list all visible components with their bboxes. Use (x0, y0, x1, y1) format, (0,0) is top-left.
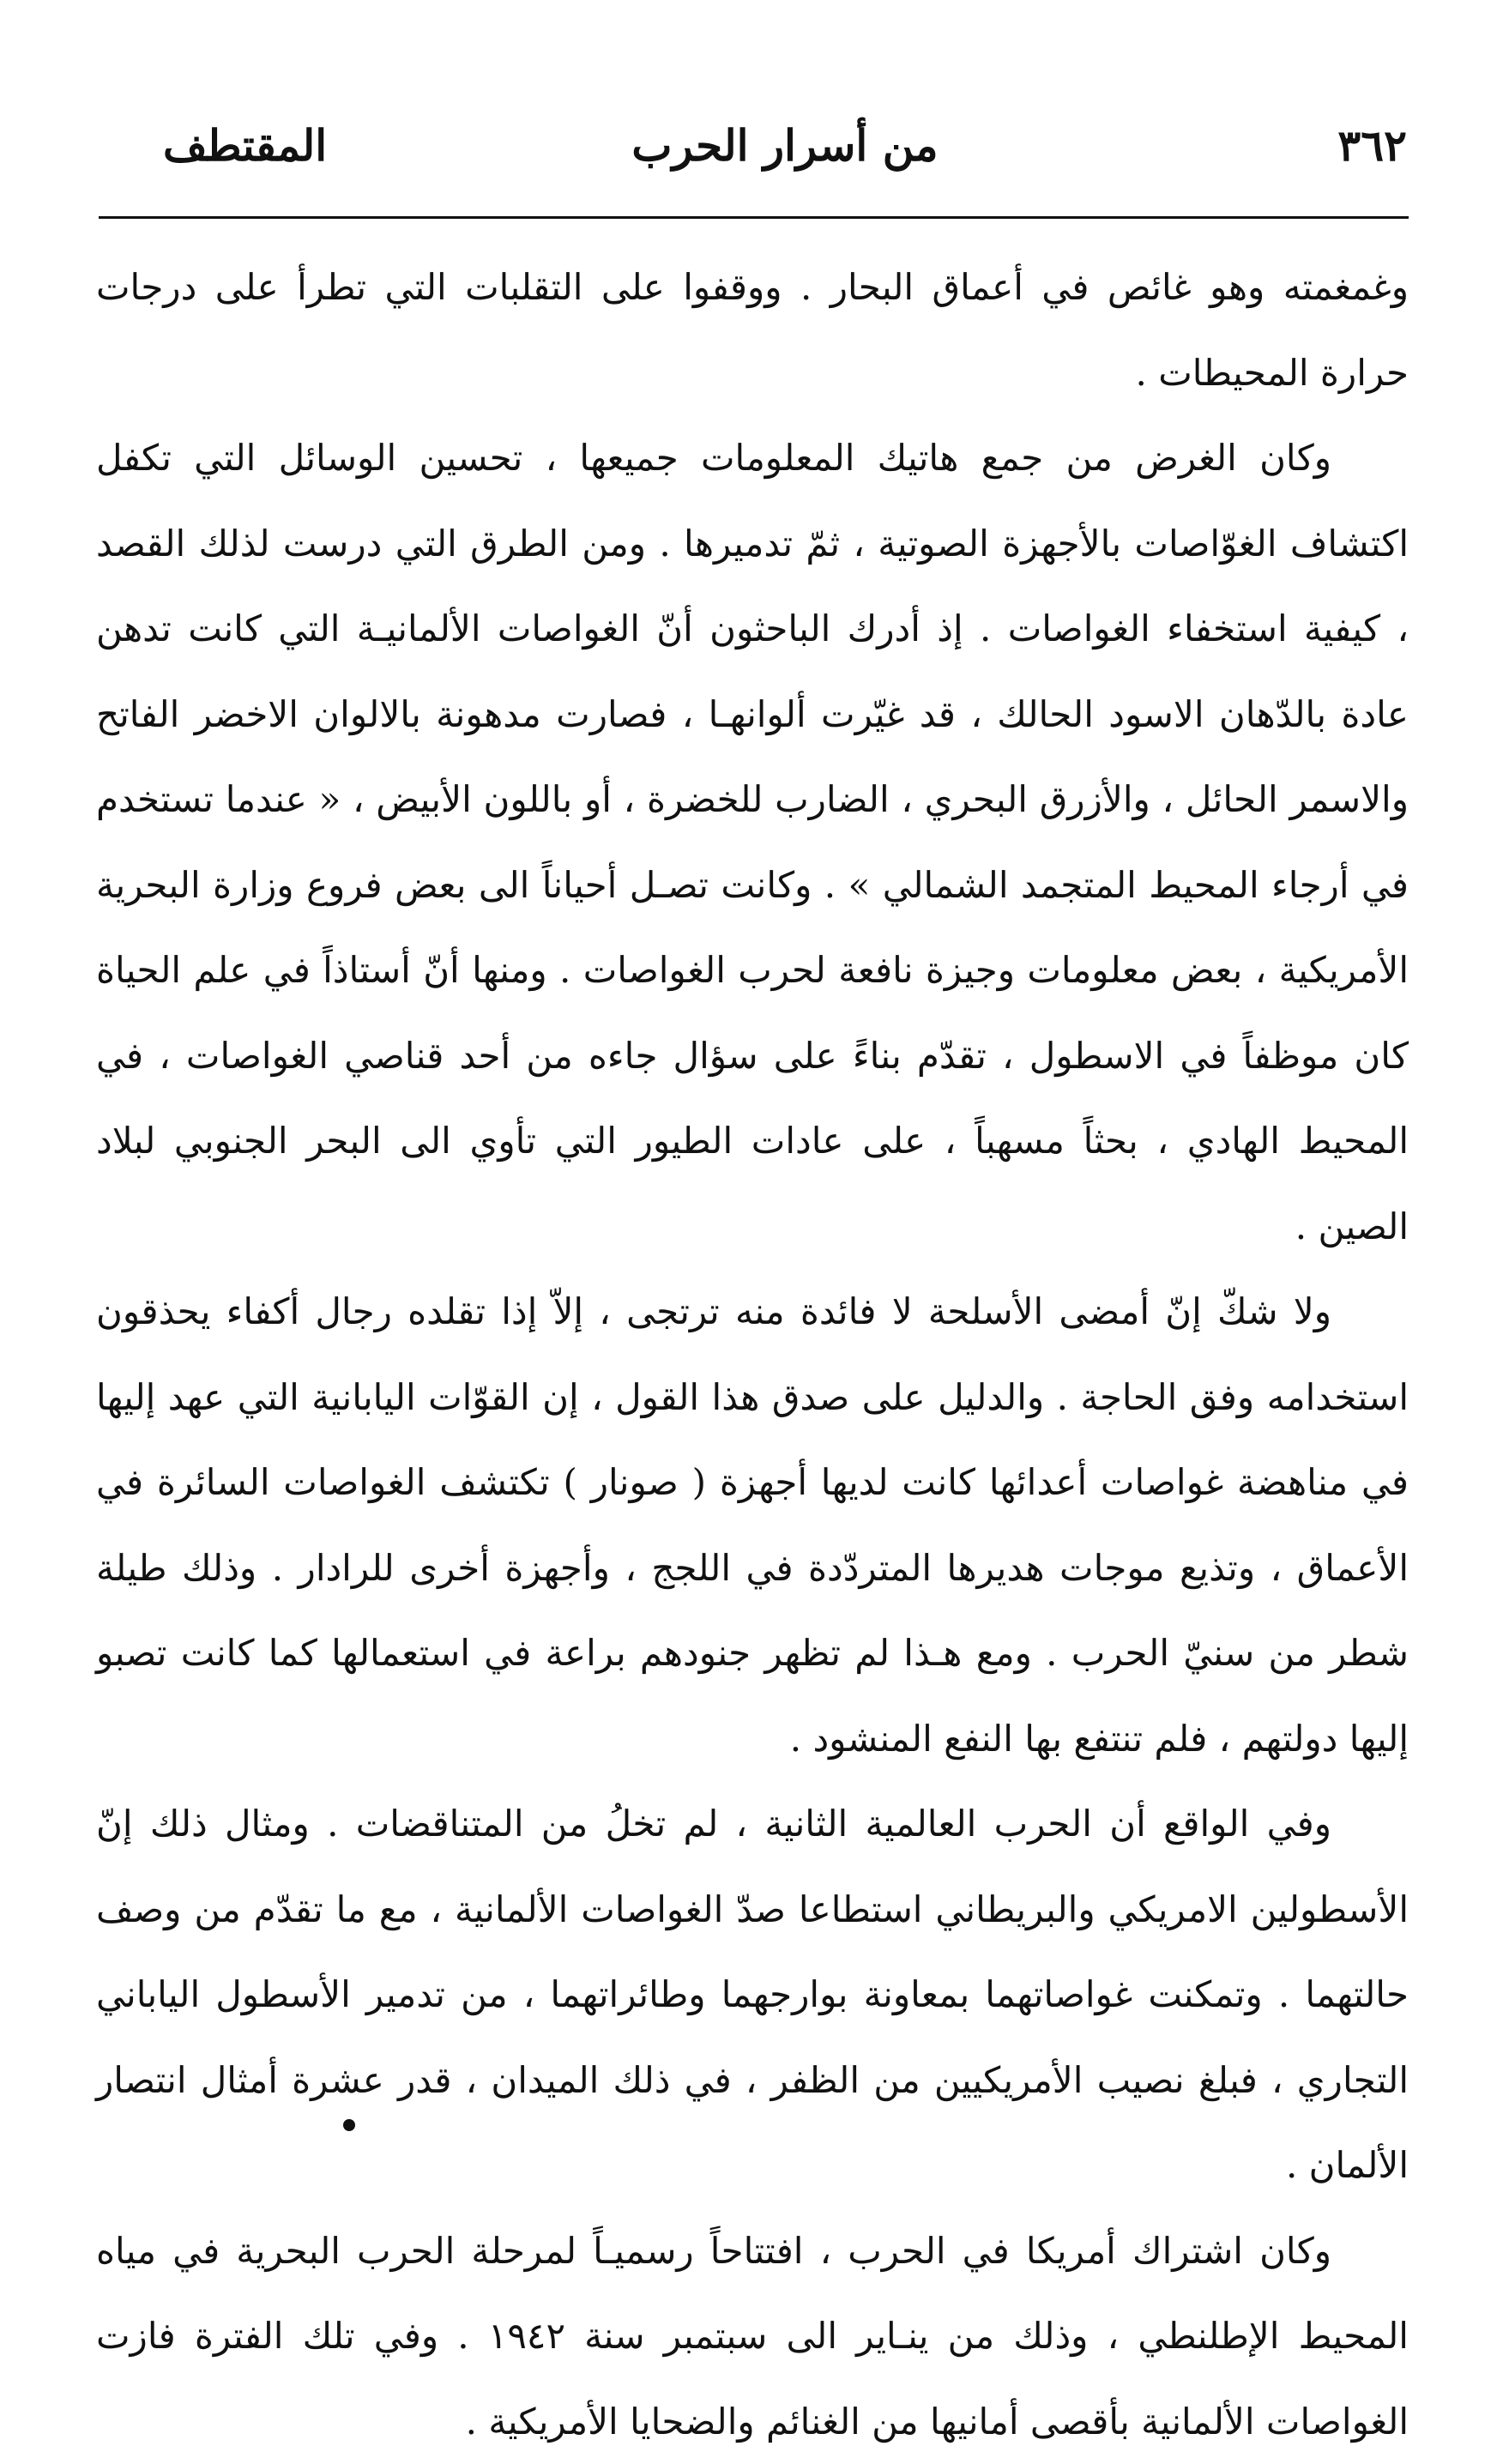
paragraph: وغمغمته وهو غائص في أعماق البحار . ووقفوا على التقلبات التي تطرأ على درجات حرارة المحيطات . (96, 245, 1409, 415)
paragraph: وفي الواقع أن الحرب العالمية الثانية ، لم تخلُ من المتناقضات . ومثال ذلك إنّ الأسطولين الامريكي والبريطاني استطاعا صدّ الغواصات الألمانية ، مع ما تقدّم من وصف حالتهما . وتمكنت غواصاتهما بمعاونة بوارجهما وطائراتهما ، من تدمير الأسطول الياباني التجاري ، فبلغ نصيب الأمريكيين من الظفر ، في ذلك الميدان ، قدر عشرة أمثال انتصار الألمان . (96, 1781, 1409, 2208)
header-rule (99, 216, 1409, 219)
paragraph: وكان اشتراك أمريكا في الحرب ، افتتاحاً رسميـاً لمرحلة الحرب البحرية في مياه المحيط الإطلنطي ، وذلك من ينـاير الى سبتمبر سنة ١٩٤٢ . وفي تلك الفترة فازت الغواصات الألمانية بأقصى أمانيها من الغنائم والضحايا الأمريكية . (96, 2208, 1409, 2464)
ink-mark (343, 2119, 355, 2131)
paragraph: ولا شكّ إنّ أمضى الأسلحة لا فائدة منه ترتجى ، إلاّ إذا تقلده رجال أكفاء يحذقون استخدامه وفق الحاجة . والدليل على صدق هذا القول ، إن القوّات اليابانية التي عهد إليها في مناهضة غواصات أعدائها كانت لديها أجهزة ( صونار ) تكتشف الغواصات السائرة في الأعماق ، وتذيع موجات هديرها المتردّدة في اللجج ، وأجهزة أخرى للرادار . وذلك طيلة شطر من سنيّ الحرب . ومع هـذا لم تظهر جنودهم براعة في استعمالها كما كانت تصبو إليها دولتهم ، فلم تنتفع بها النفع المنشود . (96, 1269, 1409, 1781)
page-number: ٣٦٢ (1337, 120, 1407, 171)
article-body (96, 245, 1409, 2464)
running-title: من أسرار الحرب (163, 120, 1407, 171)
paragraph: وكان الغرض من جمع هاتيك المعلومات جميعها ، تحسين الوسائل التي تكفل اكتشاف الغوّاصات بالأجهزة الصوتية ، ثمّ تدميرها . ومن الطرق التي درست لذلك القصد ، كيفية استخفاء الغواصات . إذ أدرك الباحثون أنّ الغواصات الألمانيـة التي كانت تدهن عادة بالدّهان الاسود الحالك ، قد غيّرت ألوانهـا ، فصارت مدهونة بالالوان الاخضر الفاتح والاسمر الحائل ، والأزرق البحري ، الضارب للخضرة ، أو باللون الأبيض ، « عندما تستخدم في أرجاء المحيط المتجمد الشمالي » . وكانت تصـل أحياناً الى بعض فروع وزارة البحرية الأمريكية ، بعض معلومات وجيزة نافعة لحرب الغواصات . ومنها أنّ أستاذاً في علم الحياة كان موظفاً في الاسطول ، تقدّم بناءً على سؤال جاءه من أحد قناصي الغواصات ، في المحيط الهادي ، بحثاً مسهباً ، على عادات الطيور التي تأوي الى البحر الجنوبي لبلاد الصين . (96, 415, 1409, 1269)
journal-name: المقتطف (163, 120, 327, 171)
page-header (163, 120, 1407, 189)
